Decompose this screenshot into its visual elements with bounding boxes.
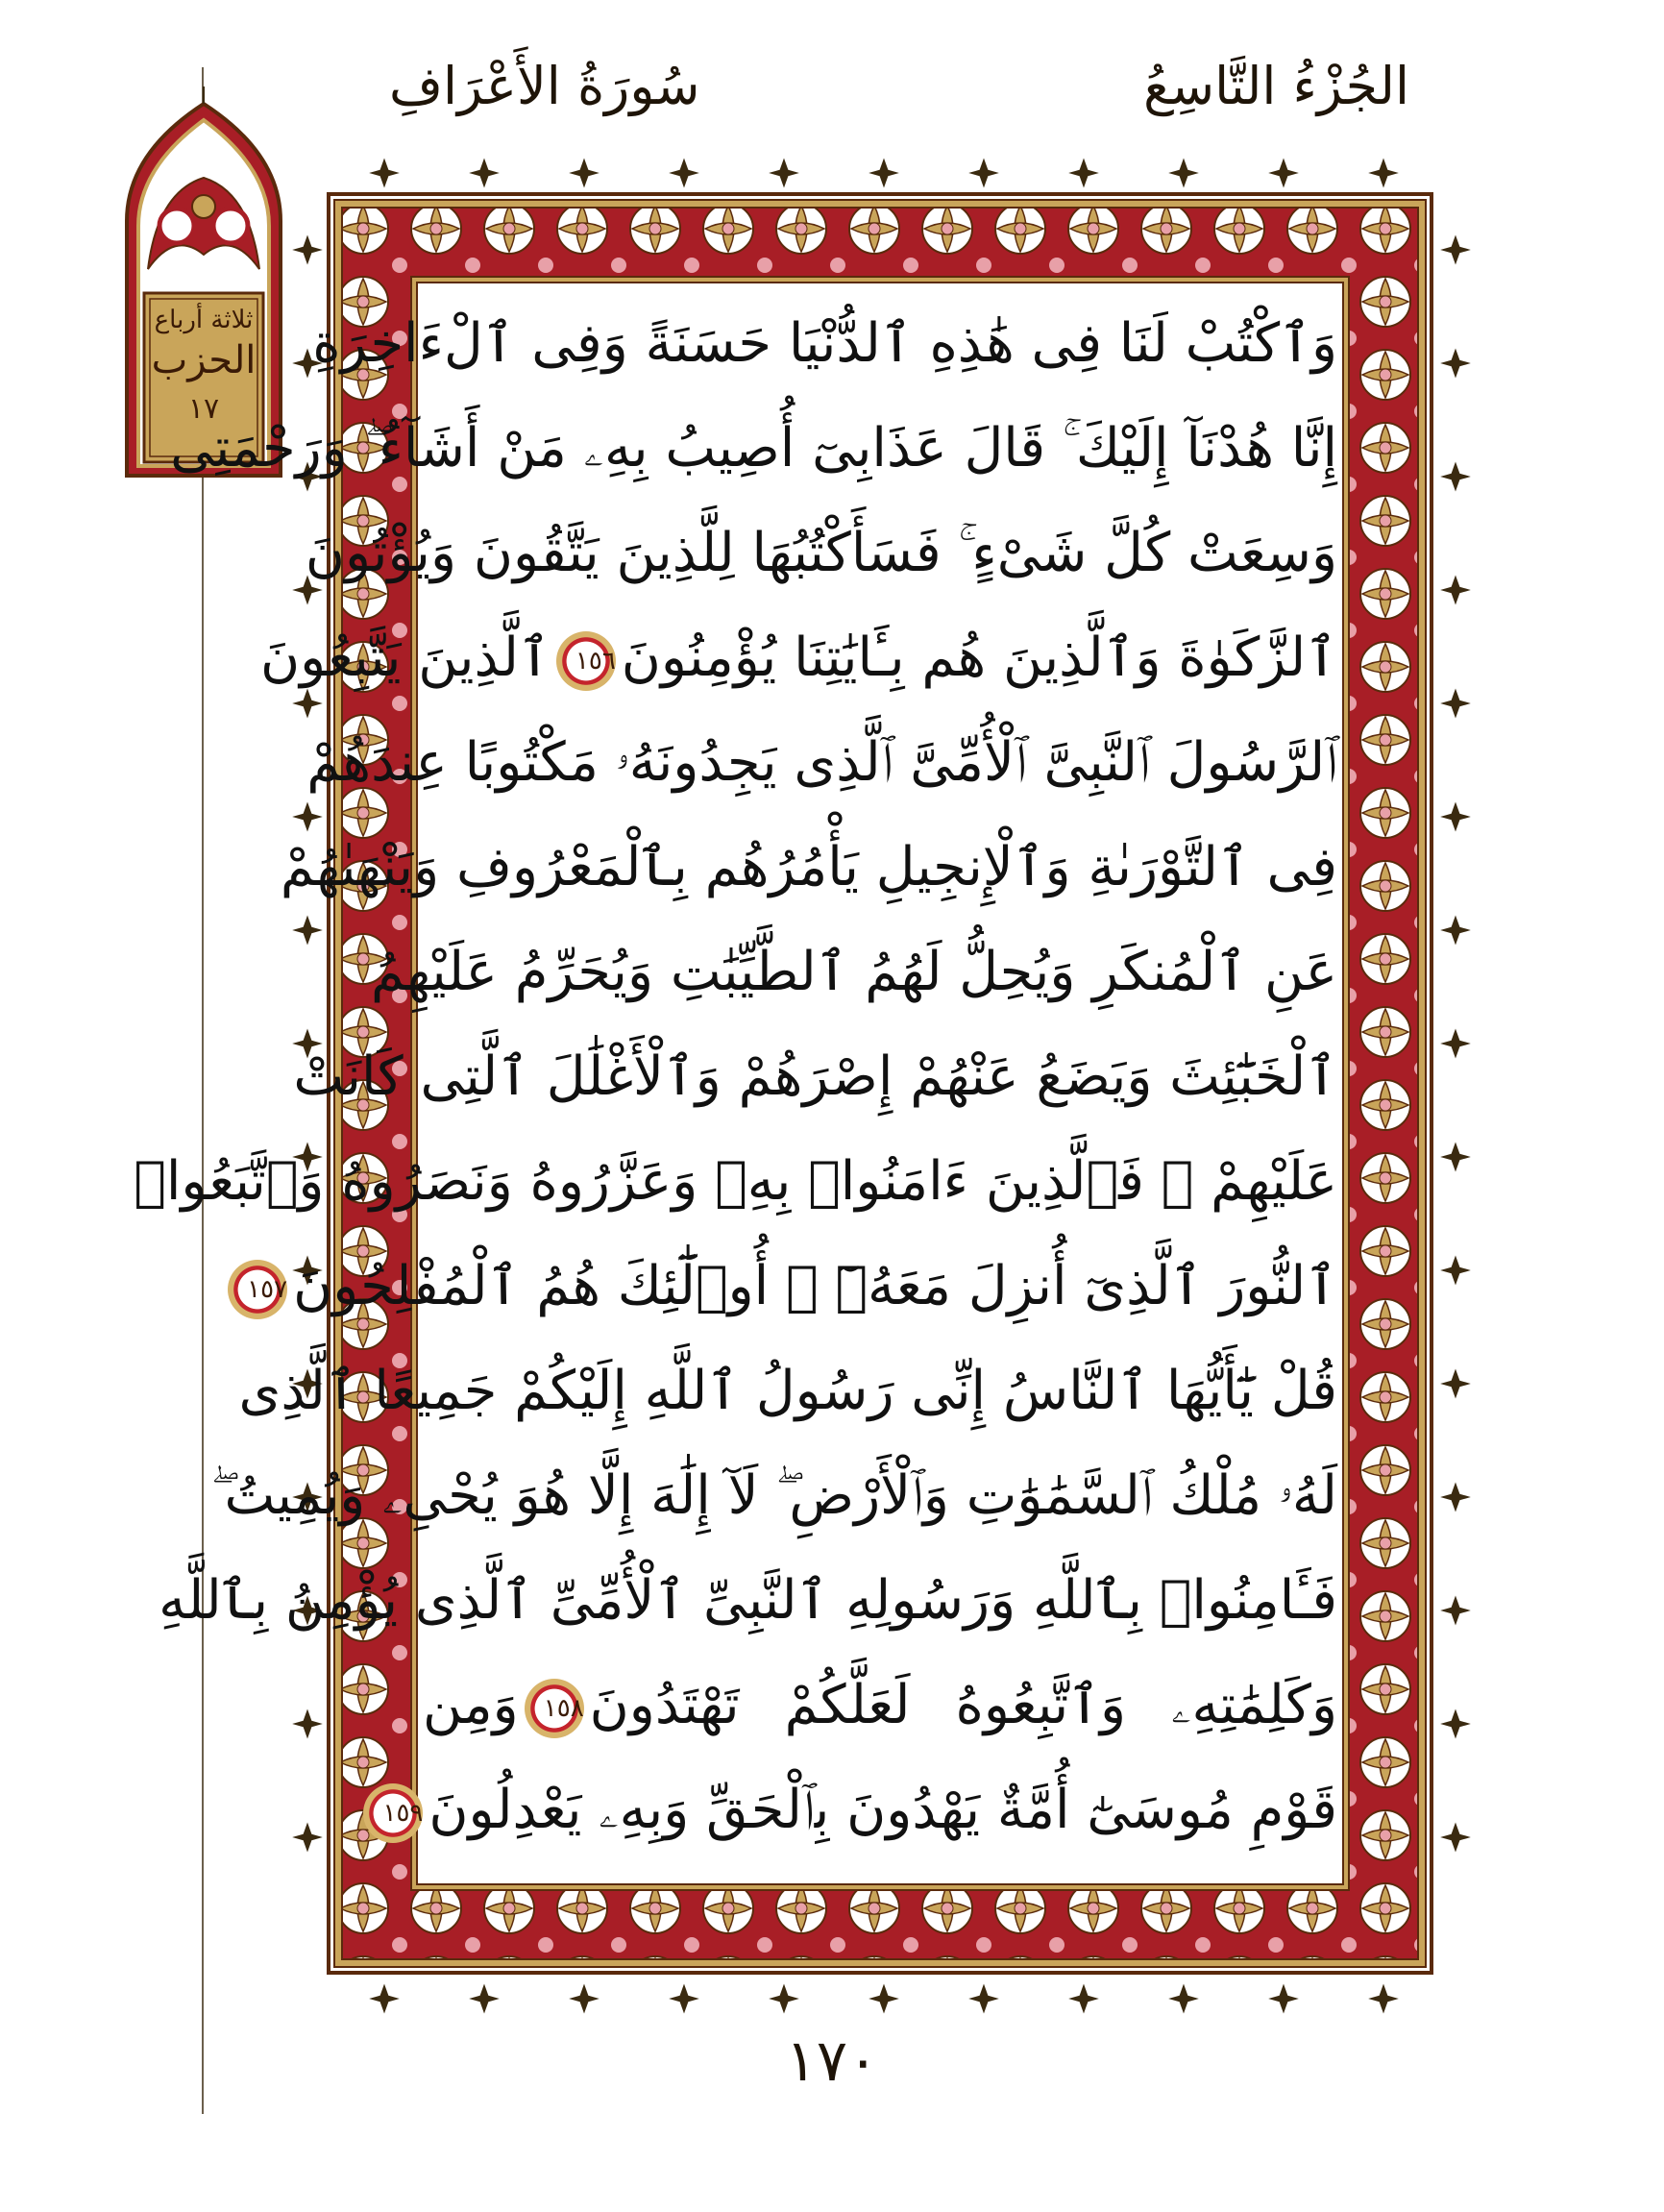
verse-line xyxy=(305,505,1337,602)
verse-line xyxy=(423,1658,1337,1754)
verse-text: قُلْ يَٰٓأَيُّهَا ٱلنَّاسُ إِنِّى رَسُولُ ٱللَّهِ إِلَيْكُمْ جَمِيعًا ٱلَّذِى xyxy=(238,1360,1337,1422)
flourish-ornament xyxy=(1442,577,1469,603)
flourish-ornament xyxy=(970,160,997,186)
flourish-ornament xyxy=(1442,1710,1469,1737)
verse-line xyxy=(293,1029,1337,1125)
verse-text: إِنَّا هُدْنَآ إِلَيْكَ ۚ قَالَ عَذَابِىٓ أُصِيبُ بِهِۦ مَنْ أَشَآءُ ۖ وَرَحْمَتِى xyxy=(170,417,1337,479)
flourish-ornament xyxy=(571,160,598,186)
flourish-ornament xyxy=(571,1985,598,2012)
flourish-ornament xyxy=(1442,1030,1469,1057)
flourish-ornament xyxy=(1070,1985,1097,2012)
verse-text: ٱلرَّسُولَ ٱلنَّبِىَّ ٱلْأُمِّىَّ ٱلَّذِى يَجِدُونَهُۥ مَكْتُوبًا عِندَهُمْ xyxy=(306,731,1337,794)
flourish-ornament xyxy=(1270,1985,1297,2012)
verse-text: ٱلزَّكَوٰةَ وَٱلَّذِينَ هُم بِـَٔايَٰتِنَا يُؤْمِنُونَ xyxy=(621,627,1337,689)
flourish-ornament xyxy=(1442,1824,1469,1851)
flourish-ornament xyxy=(1442,803,1469,830)
flourish-ornament xyxy=(1442,236,1469,263)
verse-text: لَهُۥ مُلْكُ ٱلسَّمَٰوَٰتِ وَٱلْأَرْضِ ۖ لَآ إِلَٰهَ إِلَّا هُوَ يُحْىِۦ وَيُمِيتُ ۖ xyxy=(210,1464,1337,1527)
flourish-ornament xyxy=(1170,1985,1197,2012)
flourish-ornament xyxy=(1442,463,1469,490)
flourish-ornament xyxy=(870,1985,897,2012)
flourish-ornament xyxy=(1442,1370,1469,1397)
verse-text: ٱلنُّورَ ٱلَّذِىٓ أُنزِلَ مَعَهُۥٓ ۙ أُو۟لَٰٓئِكَ هُمُ ٱلْمُفْلِحُونَ xyxy=(293,1255,1337,1317)
ayah-number-marker: ١٥٧ xyxy=(228,1260,287,1319)
flourish-ornament xyxy=(294,236,321,263)
flourish-ornament xyxy=(1442,1597,1469,1624)
verse-line xyxy=(260,610,1337,706)
verse-text: وَٱكْتُبْ لَنَا فِى هَٰذِهِ ٱلدُّنْيَا حَسَنَةً وَفِى ٱلْءَاخِرَةِ xyxy=(312,312,1337,375)
ayah-number-marker: ١٥٩ xyxy=(363,1783,423,1843)
flourish-ornament xyxy=(471,160,498,186)
flourish-ornament xyxy=(771,160,797,186)
ayah-number-marker: ١٥٨ xyxy=(525,1679,584,1738)
flourish-ornament xyxy=(771,1985,797,2012)
flourish-ornament xyxy=(371,160,398,186)
verse-text: فِى ٱلتَّوْرَىٰةِ وَٱلْإِنجِيلِ يَأْمُرُهُم بِٱلْمَعْرُوفِ وَيَنْهَىٰهُمْ xyxy=(280,836,1337,898)
flourish-ornament xyxy=(371,1985,398,2012)
flourish-ornament xyxy=(870,160,897,186)
flourish-ornament xyxy=(671,160,697,186)
flourish-ornament xyxy=(471,1985,498,2012)
flourish-ornament xyxy=(294,1824,321,1851)
verse-line xyxy=(280,820,1337,916)
verse-text: عَنِ ٱلْمُنكَرِ وَيُحِلُّ لَهُمُ ٱلطَّيِّبَٰتِ وَيُحَرِّمُ عَلَيْهِمُ xyxy=(370,941,1337,1003)
flourish-ornament xyxy=(294,917,321,944)
verse-line xyxy=(312,296,1337,392)
verse-line xyxy=(382,1762,1337,1858)
juz-title: الجُزْءُ التَّاسِعُ xyxy=(1143,56,1409,116)
flourish-ornament xyxy=(970,1985,997,2012)
verse-text: عَلَيْهِمْ ۚ فَٱلَّذِينَ ءَامَنُوا۟ بِهِۦ وَعَزَّرُوهُ وَنَصَرُوهُ وَٱتَّبَعُوا۟ xyxy=(134,1150,1337,1213)
verse-line xyxy=(238,1343,1337,1439)
verse-line xyxy=(134,1134,1337,1230)
flourish-ornament xyxy=(294,1710,321,1737)
verse-text: فَـَٔامِنُوا۟ بِٱللَّهِ وَرَسُولِهِ ٱلنَّبِىِّ ٱلْأُمِّىِّ ٱلَّذِى يُؤْمِنُ بِٱللَّهِ xyxy=(159,1569,1337,1632)
flourish-ornament xyxy=(1442,350,1469,377)
page-number: ١٧٠ xyxy=(785,2028,879,2095)
hizb-label: الحزب xyxy=(151,338,257,382)
verse-text: وَسِعَتْ كُلَّ شَىْءٍ ۚ فَسَأَكْتُبُهَا لِلَّذِينَ يَتَّقُونَ وَيُؤْتُونَ xyxy=(305,522,1337,584)
flourish-ornament xyxy=(1442,1484,1469,1511)
verse-line xyxy=(370,924,1337,1020)
verse-text-continuation: ٱلَّذِينَ يَتَّبِعُونَ xyxy=(260,627,551,689)
flourish-ornament xyxy=(1442,690,1469,717)
verse-line xyxy=(159,1553,1337,1649)
flourish-ornament xyxy=(1270,160,1297,186)
surah-title: سُورَةُ الأَعْرَافِ xyxy=(389,56,700,116)
flourish-ornament xyxy=(1070,160,1097,186)
hizb-quarter-label: ثلاثة أرباع xyxy=(154,306,254,334)
hizb-number: ١٧ xyxy=(187,392,220,426)
ayah-number-marker: ١٥٦ xyxy=(556,631,616,691)
flourish-ornament xyxy=(1370,1985,1397,2012)
flourish-ornament xyxy=(671,1985,697,2012)
flourish-ornament xyxy=(1370,160,1397,186)
flourish-ornament xyxy=(1170,160,1197,186)
flourish-ornament xyxy=(1442,917,1469,944)
verse-text-continuation: وَمِن xyxy=(423,1674,519,1736)
verse-text: وَكَلِمَٰتِهِۦ وَٱتَّبِعُوهُ لَعَلَّكُمْ تَهْتَدُونَ xyxy=(589,1674,1337,1736)
flourish-ornament xyxy=(1442,1143,1469,1170)
verse-text: قَوْمِ مُوسَىٰٓ أُمَّةٌ يَهْدُونَ بِٱلْحَقِّ وَبِهِۦ يَعْدِلُونَ xyxy=(428,1779,1337,1841)
verse-line xyxy=(210,1448,1337,1544)
flourish-ornament xyxy=(1442,1257,1469,1284)
verse-line xyxy=(247,1239,1337,1335)
verse-text: ٱلْخَبَٰٓئِثَ وَيَضَعُ عَنْهُمْ إِصْرَهُمْ وَٱلْأَغْلَٰلَ ٱلَّتِى كَانَتْ xyxy=(293,1045,1337,1108)
verse-line xyxy=(306,715,1337,811)
